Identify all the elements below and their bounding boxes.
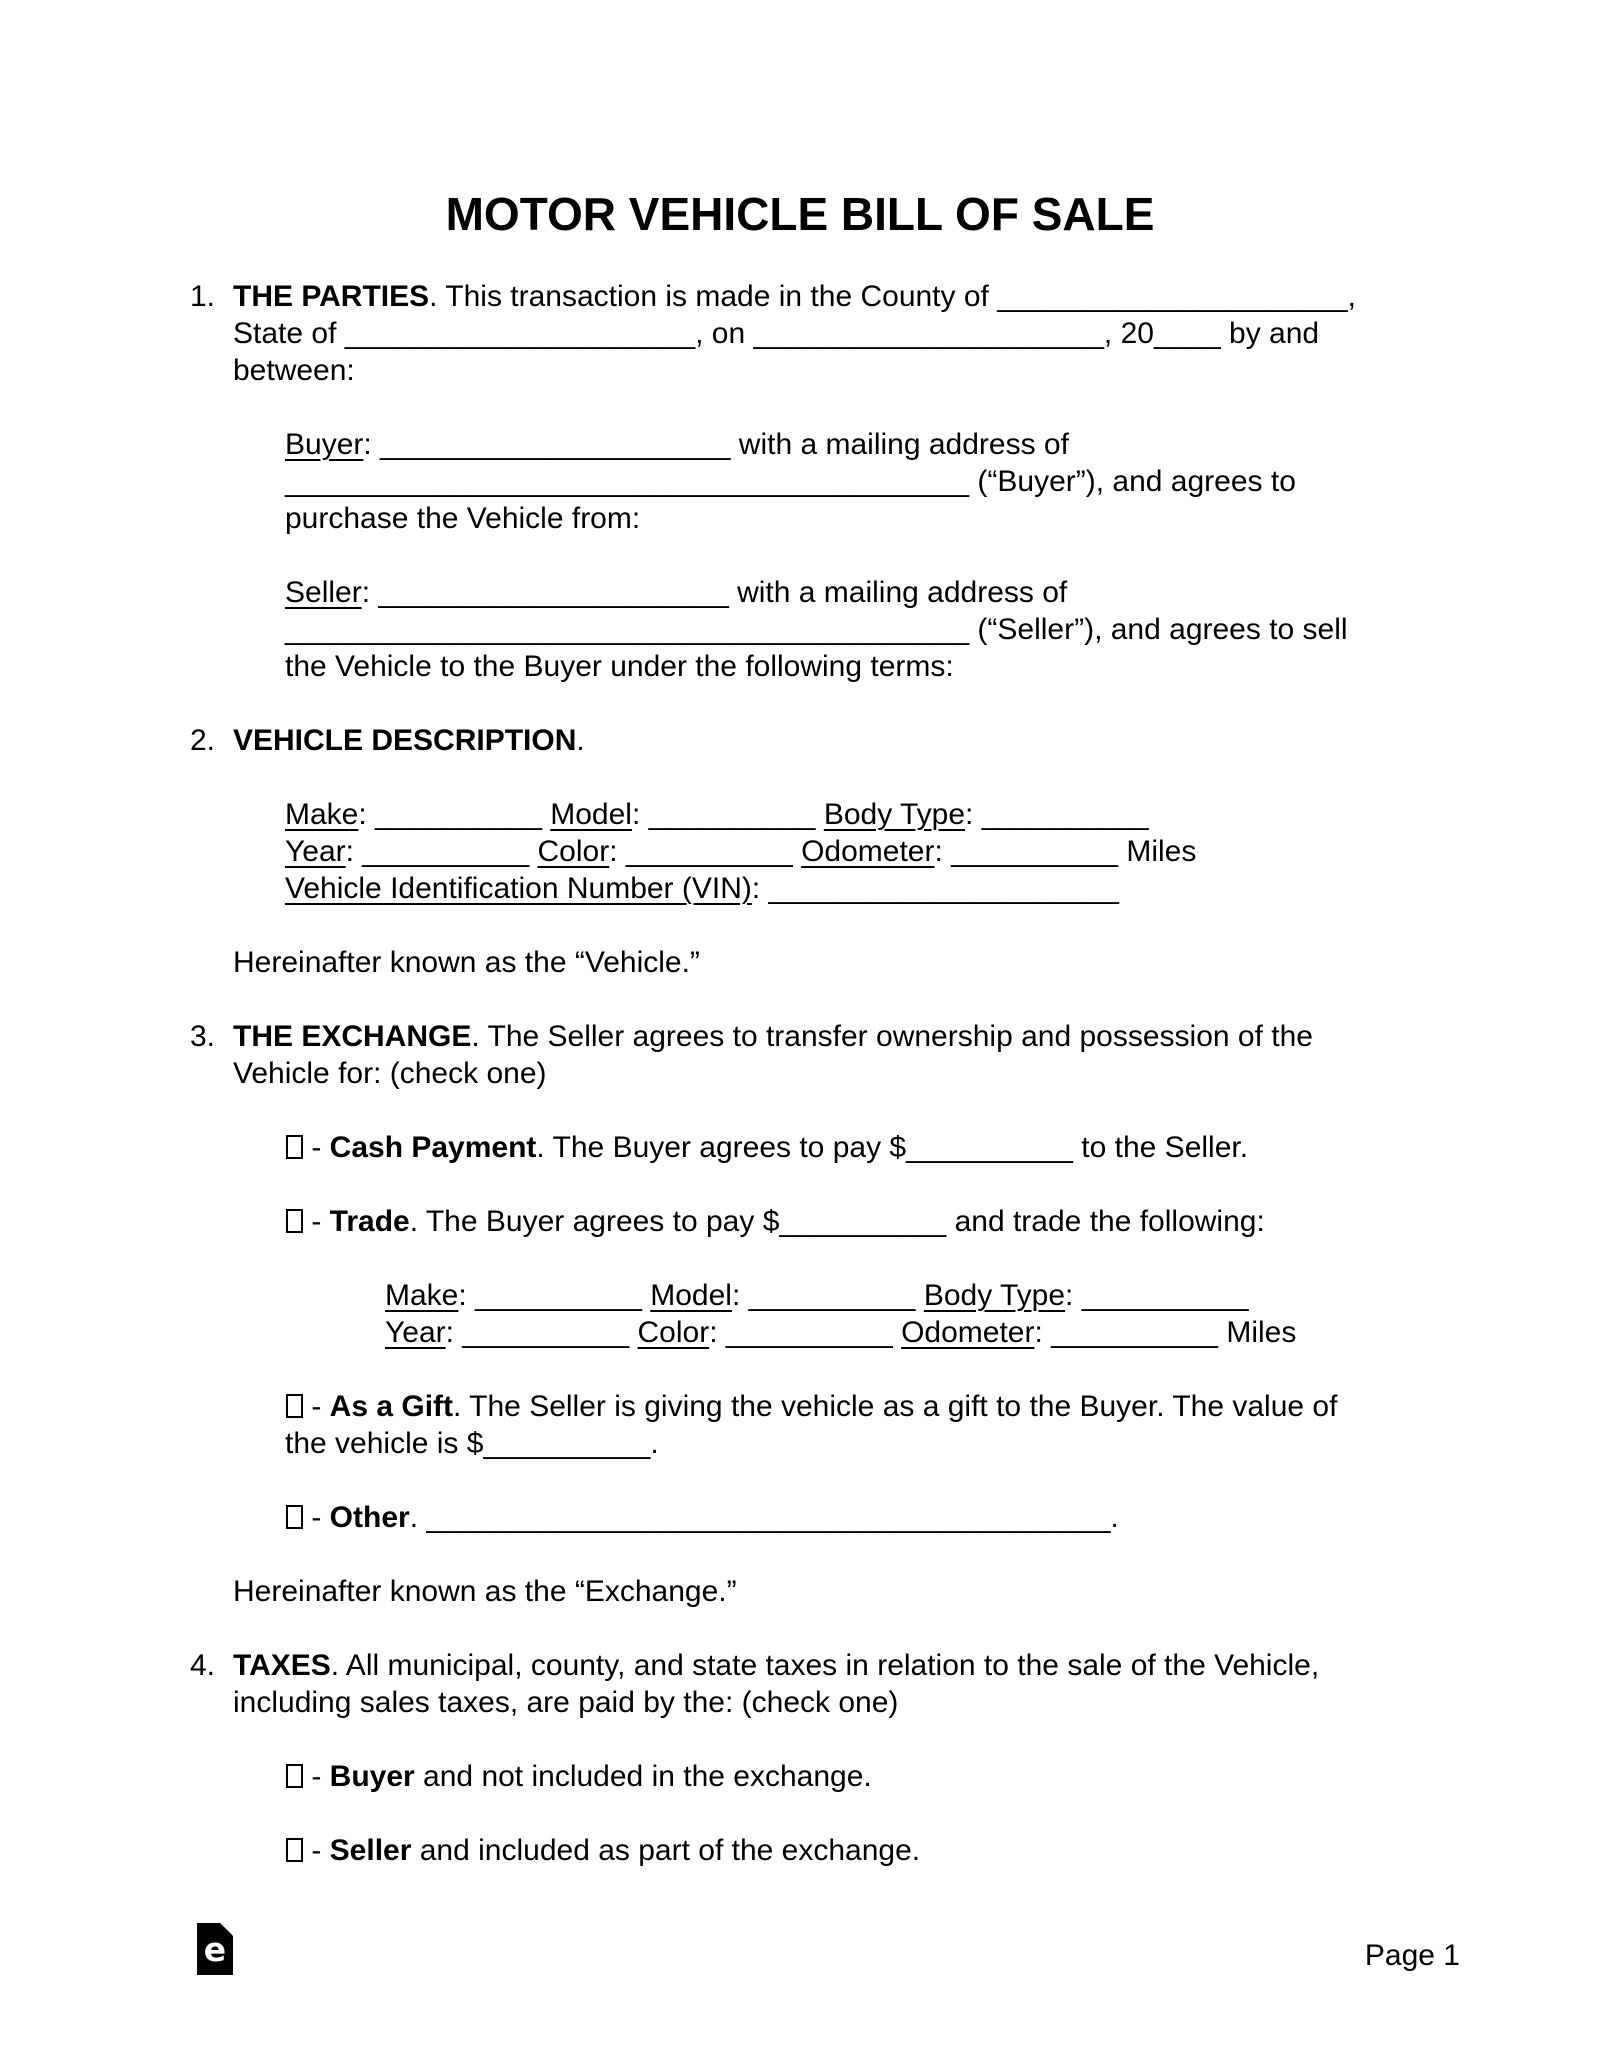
logo-letter: e — [203, 1930, 227, 1969]
text-segment: Buyer — [329, 1760, 415, 1793]
text-segment: between: — [233, 354, 355, 387]
text-segment: : — [445, 1316, 463, 1349]
section-the-parties-row — [190, 278, 1470, 426]
text-segment: (“Buyer”), and agrees to — [969, 465, 1296, 498]
text-segment: to the Seller. — [1072, 1131, 1249, 1164]
text-segment: Seller — [285, 576, 362, 609]
text-line — [285, 574, 1470, 611]
paragraph — [233, 1647, 1470, 1721]
text-line — [285, 1832, 1470, 1869]
text-segment: : — [1065, 1279, 1082, 1312]
text-segment: Color — [637, 1316, 710, 1349]
text-segment: : — [358, 798, 376, 831]
text-line — [233, 278, 1470, 315]
section-the-exchange-row — [190, 1499, 1470, 1573]
text-segment: Seller — [329, 1834, 412, 1867]
section-the-exchange-row — [190, 1277, 1470, 1388]
text-segment: Vehicle Identification Number (VIN) — [285, 872, 752, 905]
text-segment: Cash Payment — [329, 1131, 537, 1164]
text-line — [385, 1314, 1470, 1351]
text-segment: and not included in the exchange. — [414, 1760, 872, 1793]
text-segment — [642, 1279, 650, 1312]
blank-field: __________ — [375, 798, 542, 831]
text-segment — [915, 1279, 923, 1312]
blank-field: __________ — [906, 1131, 1073, 1164]
text-segment: : — [709, 1316, 726, 1349]
text-segment: . The Buyer agrees to pay $ — [536, 1131, 907, 1164]
text-segment: As a Gift — [329, 1390, 454, 1423]
text-segment: THE EXCHANGE — [233, 1020, 472, 1053]
text-segment: : — [363, 428, 381, 461]
text-segment: Body Type — [923, 1279, 1066, 1312]
text-segment: . The Seller agrees to transfer ownership and possession of the — [471, 1020, 1313, 1053]
text-segment: Model — [650, 1279, 732, 1312]
text-segment: Year — [285, 835, 346, 868]
text-segment: : — [934, 835, 952, 868]
text-line — [233, 944, 1470, 981]
text-segment: - — [303, 1205, 330, 1238]
section-the-parties-row — [190, 426, 1470, 574]
section-the-exchange-row — [190, 1129, 1470, 1203]
section-vehicle-description-row — [190, 944, 1470, 1018]
blank-field: _____________________ — [378, 576, 729, 609]
paragraph — [233, 1758, 1470, 1795]
checkbox-icon — [286, 1394, 303, 1418]
text-segment: THE PARTIES — [233, 280, 430, 313]
text-segment: with a mailing address of — [728, 576, 1068, 609]
text-segment: Buyer — [285, 428, 364, 461]
paragraph — [233, 574, 1470, 685]
text-segment: . The Seller is giving the vehicle as a gift to the Buyer. The value of — [453, 1390, 1338, 1423]
section-the-exchange-row — [190, 1203, 1470, 1277]
text-segment: Year — [385, 1316, 446, 1349]
section-the-parties-row — [190, 574, 1470, 722]
blank-field: __________ — [1051, 1316, 1218, 1349]
section-number: 1. — [190, 280, 216, 313]
section-the-exchange-row — [190, 1018, 1470, 1129]
section-the-exchange-row — [190, 1388, 1470, 1499]
text-segment: Vehicle for: (check one) — [233, 1057, 547, 1090]
text-segment: - — [303, 1390, 330, 1423]
text-line — [285, 796, 1470, 833]
section-vehicle-description-row — [190, 722, 1470, 796]
paragraph — [233, 1499, 1470, 1536]
section-number: 3. — [190, 1020, 216, 1053]
checkbox-icon — [286, 1764, 303, 1788]
section-taxes-row — [190, 1647, 1470, 1758]
text-segment: Make — [385, 1279, 459, 1312]
text-segment: Miles — [1118, 835, 1197, 868]
blank-field: _________________________________________ — [285, 613, 970, 646]
paragraph — [233, 278, 1470, 389]
blank-field: __________ — [483, 1427, 651, 1460]
blank-field: __________ — [648, 798, 816, 831]
text-segment: Miles — [1218, 1316, 1297, 1349]
blank-field: __________ — [748, 1279, 916, 1312]
text-line — [285, 648, 1470, 685]
text-segment: . — [650, 1427, 659, 1460]
text-segment: and trade the following: — [946, 1205, 1265, 1238]
text-line — [233, 1573, 1470, 1610]
blank-field: _________________________________________ — [426, 1501, 1111, 1534]
paragraph — [233, 1388, 1470, 1462]
text-segment: Color — [537, 835, 610, 868]
text-line — [233, 1055, 1470, 1092]
section-number: 4. — [190, 1649, 216, 1682]
blank-field: _____________________ — [344, 317, 696, 350]
text-segment: State of — [233, 317, 345, 350]
text-segment — [815, 798, 823, 831]
text-segment: (“Seller”), and agrees to sell — [969, 613, 1348, 646]
blank-field: __________ — [779, 1205, 947, 1238]
section-vehicle-description-row — [190, 796, 1470, 944]
section-the-exchange-row — [190, 1573, 1470, 1647]
text-line — [233, 1018, 1470, 1055]
text-segment: Trade — [329, 1205, 410, 1238]
section-taxes-row — [190, 1758, 1470, 1832]
text-line — [233, 1647, 1470, 1684]
blank-field: __________ — [362, 835, 530, 868]
paragraph — [233, 426, 1470, 537]
text-segment: Odometer — [901, 1316, 1035, 1349]
paragraph — [233, 1203, 1470, 1240]
document-body — [190, 278, 1470, 1906]
blank-field: _____________________ — [997, 280, 1348, 313]
paragraph — [233, 944, 1470, 981]
text-segment: . — [576, 724, 585, 757]
section-number: 2. — [190, 724, 216, 757]
text-segment: purchase the Vehicle from: — [285, 502, 641, 535]
text-segment: : — [458, 1279, 476, 1312]
text-line — [285, 1129, 1470, 1166]
text-line — [285, 833, 1470, 870]
checkbox-icon — [286, 1505, 303, 1529]
text-segment: with a mailing address of — [730, 428, 1069, 461]
checkbox-icon — [286, 1135, 303, 1159]
text-segment: , — [1347, 280, 1356, 313]
text-segment: , on — [695, 317, 754, 350]
text-line — [385, 1277, 1470, 1314]
text-line — [233, 1684, 1470, 1721]
blank-field: _________________________________________ — [285, 465, 970, 498]
blank-field: _____________________ — [753, 317, 1104, 350]
text-segment: : — [361, 576, 379, 609]
text-line — [233, 722, 1470, 759]
page-number: Page 1 — [1364, 1939, 1460, 1972]
text-segment: . — [409, 1501, 427, 1534]
text-line — [285, 426, 1470, 463]
text-segment: and included as part of the exchange. — [411, 1834, 921, 1867]
text-line — [233, 315, 1470, 352]
document-title: MOTOR VEHICLE BILL OF SALE — [445, 188, 1155, 240]
text-line — [285, 500, 1470, 537]
blank-field: ____ — [1153, 317, 1221, 350]
paragraph — [233, 796, 1470, 907]
text-segment: : — [751, 872, 769, 905]
text-segment — [542, 798, 550, 831]
text-segment — [529, 835, 537, 868]
eforms-logo — [197, 1923, 233, 1975]
text-line — [285, 611, 1470, 648]
text-segment — [893, 1316, 901, 1349]
text-line — [285, 463, 1470, 500]
blank-field: __________ — [1081, 1279, 1249, 1312]
text-segment: - — [303, 1760, 330, 1793]
text-segment: Hereinafter known as the “Exchange.” — [233, 1575, 737, 1608]
text-segment: by and — [1220, 317, 1320, 350]
text-segment: Make — [285, 798, 359, 831]
blank-field: _____________________ — [380, 428, 731, 461]
blank-field: __________ — [951, 835, 1118, 868]
text-line — [233, 352, 1470, 389]
text-segment: Other — [329, 1501, 410, 1534]
text-segment: TAXES — [233, 1649, 331, 1682]
text-segment: including sales taxes, are paid by the: (check one) — [233, 1686, 899, 1719]
text-segment: the vehicle is $ — [285, 1427, 484, 1460]
text-segment: , 20 — [1103, 317, 1154, 350]
blank-field: __________ — [475, 1279, 642, 1312]
text-segment — [629, 1316, 637, 1349]
blank-field: __________ — [625, 835, 793, 868]
text-line — [285, 1388, 1470, 1425]
text-segment: : — [345, 835, 363, 868]
text-segment: Odometer — [801, 835, 935, 868]
paragraph — [233, 722, 1470, 759]
text-segment: . All municipal, county, and state taxes in relation to the sale of the Vehicle, — [330, 1649, 1320, 1682]
text-segment: Model — [550, 798, 632, 831]
paragraph — [233, 1277, 1470, 1351]
paragraph — [233, 1129, 1470, 1166]
text-line — [285, 1203, 1470, 1240]
text-segment: - — [303, 1131, 330, 1164]
text-segment: - — [303, 1834, 330, 1867]
text-line — [285, 1425, 1470, 1462]
text-segment: Hereinafter known as the “Vehicle.” — [233, 946, 700, 979]
text-line — [285, 870, 1470, 907]
text-segment: . This transaction is made in the County of — [429, 280, 998, 313]
blank-field: __________ — [462, 1316, 630, 1349]
text-line — [285, 1499, 1470, 1536]
paragraph — [233, 1573, 1470, 1610]
text-segment: VEHICLE DESCRIPTION — [233, 724, 577, 757]
checkbox-icon — [286, 1209, 303, 1233]
text-segment: : — [609, 835, 626, 868]
text-segment: Body Type — [823, 798, 966, 831]
blank-field: _____________________ — [768, 872, 1119, 905]
text-segment: the Vehicle to the Buyer under the following terms: — [285, 650, 954, 683]
text-segment — [793, 835, 801, 868]
text-segment: . The Buyer agrees to pay $ — [409, 1205, 780, 1238]
blank-field: __________ — [725, 1316, 893, 1349]
text-segment: - — [303, 1501, 330, 1534]
text-segment: : — [965, 798, 982, 831]
text-segment: : — [631, 798, 649, 831]
blank-field: __________ — [981, 798, 1149, 831]
text-line — [285, 1758, 1470, 1795]
checkbox-icon — [286, 1838, 303, 1862]
text-segment: : — [1034, 1316, 1052, 1349]
text-segment: : — [731, 1279, 749, 1312]
paragraph — [233, 1018, 1470, 1092]
section-taxes-row — [190, 1832, 1470, 1906]
paragraph — [233, 1832, 1470, 1869]
text-segment: . — [1110, 1501, 1119, 1534]
